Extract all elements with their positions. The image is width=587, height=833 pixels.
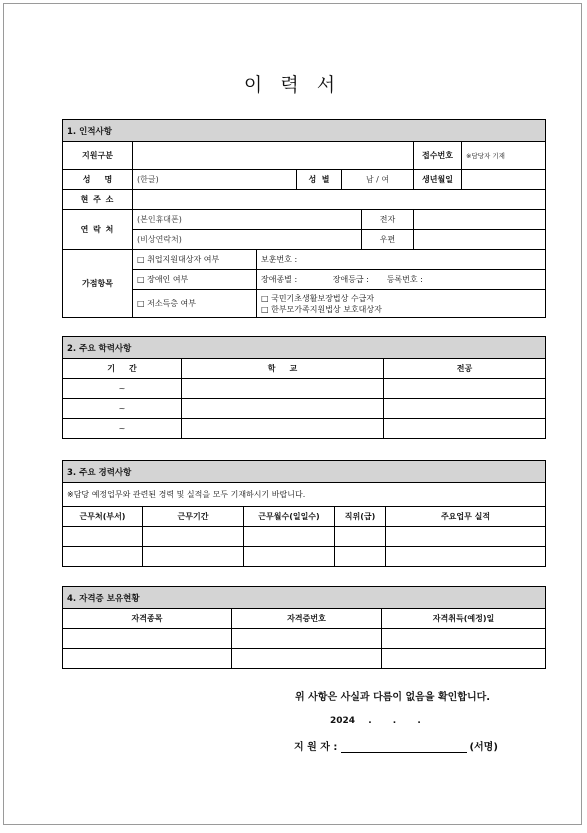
name-label: 성 명 <box>63 170 133 190</box>
career-col-period: 근무기간 <box>143 507 244 527</box>
table-row <box>63 629 546 649</box>
personal-section-heading: 1. 인적사항 <box>63 120 546 142</box>
date-end-sep: . <box>417 716 421 726</box>
career-col-months: 근무월수(일일수) <box>244 507 335 527</box>
career-workplace-cell[interactable] <box>63 527 143 547</box>
alt-contact-field[interactable]: (비상연락처) <box>133 230 362 250</box>
table-row <box>63 649 546 669</box>
career-position-cell[interactable] <box>335 527 386 547</box>
postal-label: 우편 <box>362 230 414 250</box>
table-row <box>63 379 546 399</box>
date-year[interactable]: 2024 <box>330 716 356 726</box>
mobile-field[interactable]: (본인휴대폰) <box>133 210 362 230</box>
career-period-cell[interactable] <box>143 527 244 547</box>
postal-field[interactable] <box>414 230 546 250</box>
education-major-cell[interactable] <box>384 399 546 419</box>
personal-info-section <box>62 119 545 318</box>
career-months-cell[interactable] <box>244 547 335 567</box>
education-school-cell[interactable] <box>182 379 384 399</box>
education-section <box>62 336 545 439</box>
applicant-signature-field[interactable] <box>341 740 467 753</box>
education-period-cell[interactable]: ~ <box>63 379 182 399</box>
education-school-cell[interactable] <box>182 399 384 419</box>
education-school-cell[interactable] <box>182 419 384 439</box>
license-section-heading: 4. 자격증 보유현황 <box>63 587 546 609</box>
applicant-type-label: 지원구분 <box>63 142 133 170</box>
education-col-school: 학 교 <box>182 359 384 379</box>
receipt-no-label: 접수번호 <box>414 142 462 170</box>
license-table <box>62 586 546 669</box>
license-col-number: 자격증번호 <box>232 609 382 629</box>
education-section-heading: 2. 주요 학력사항 <box>63 337 546 359</box>
education-major-cell[interactable] <box>384 379 546 399</box>
email-label: 전자 <box>362 210 414 230</box>
license-col-date: 자격취득(예정)일 <box>382 609 546 629</box>
education-period-cell[interactable]: ~ <box>63 399 182 419</box>
signature-row <box>294 738 498 753</box>
receipt-note: ※담당자 기재 <box>462 142 546 170</box>
career-workplace-cell[interactable] <box>63 547 143 567</box>
career-note: ※담당 예정업무와 관련된 경력 및 실적을 모두 기재하시기 바랍니다. <box>63 483 546 507</box>
bonus-veteran-detail: 보훈번호 : <box>257 250 546 270</box>
single-parent-checkbox[interactable]: □ 한부모가족지원법상 보호대상자 <box>261 304 382 314</box>
birth-label: 생년월일 <box>414 170 462 190</box>
education-table <box>62 336 546 439</box>
education-period-cell[interactable]: ~ <box>63 419 182 439</box>
confirmation-statement: 위 사항은 사실과 다름이 없음을 확인합니다. <box>295 692 491 703</box>
license-date-cell[interactable] <box>382 649 546 669</box>
license-section <box>62 586 545 669</box>
table-row <box>63 419 546 439</box>
personal-info-table <box>62 119 546 318</box>
education-major-cell[interactable] <box>384 419 546 439</box>
license-number-cell[interactable] <box>232 649 382 669</box>
bonus-item-low-income[interactable]: □ 저소득층 여부 <box>133 290 257 318</box>
license-number-cell[interactable] <box>232 629 382 649</box>
contact-label: 연 락 처 <box>63 210 133 250</box>
table-row <box>63 547 546 567</box>
table-row <box>63 527 546 547</box>
license-date-cell[interactable] <box>382 629 546 649</box>
career-position-cell[interactable] <box>335 547 386 567</box>
bonus-low-income-detail <box>257 290 546 318</box>
gender-field[interactable]: 남 / 여 <box>342 170 414 190</box>
resume-page <box>3 3 582 825</box>
license-type-cell[interactable] <box>63 629 232 649</box>
date-month-sep: . <box>368 716 372 726</box>
basic-livelihood-checkbox[interactable]: □ 국민기초생활보장법상 수급자 <box>261 293 375 303</box>
email-field[interactable] <box>414 210 546 230</box>
bonus-item-veteran[interactable]: □ 취업지원대상자 여부 <box>133 250 257 270</box>
career-col-achievements: 주요업무 실적 <box>386 507 546 527</box>
bonus-item-disability[interactable]: □ 장애인 여부 <box>133 270 257 290</box>
career-section-heading: 3. 주요 경력사항 <box>63 461 546 483</box>
career-col-workplace: 근무처(부서) <box>63 507 143 527</box>
career-table <box>62 460 546 567</box>
signature-label: (서명) <box>469 742 498 753</box>
career-section <box>62 460 545 567</box>
bonus-label: 가점항목 <box>63 250 133 318</box>
education-col-major: 전공 <box>384 359 546 379</box>
table-row <box>63 399 546 419</box>
applicant-label: 지 원 자 : <box>294 742 338 753</box>
date-line <box>330 716 421 726</box>
document-title: 이 력 서 <box>243 74 342 96</box>
career-months-cell[interactable] <box>244 527 335 547</box>
license-col-type: 자격종목 <box>63 609 232 629</box>
bonus-disability-detail: 장애종별 : 장애등급 : 등록번호 : <box>257 270 546 290</box>
birth-field[interactable] <box>462 170 546 190</box>
date-day-sep: . <box>392 716 397 726</box>
career-achievements-cell[interactable] <box>386 547 546 567</box>
name-field[interactable]: (한글) <box>133 170 297 190</box>
career-achievements-cell[interactable] <box>386 527 546 547</box>
gender-label: 성 별 <box>297 170 342 190</box>
address-field[interactable] <box>133 190 546 210</box>
career-col-position: 직위(급) <box>335 507 386 527</box>
address-label: 현 주 소 <box>63 190 133 210</box>
education-col-period: 기 간 <box>63 359 182 379</box>
career-period-cell[interactable] <box>143 547 244 567</box>
license-type-cell[interactable] <box>63 649 232 669</box>
applicant-type-field[interactable] <box>133 142 414 170</box>
